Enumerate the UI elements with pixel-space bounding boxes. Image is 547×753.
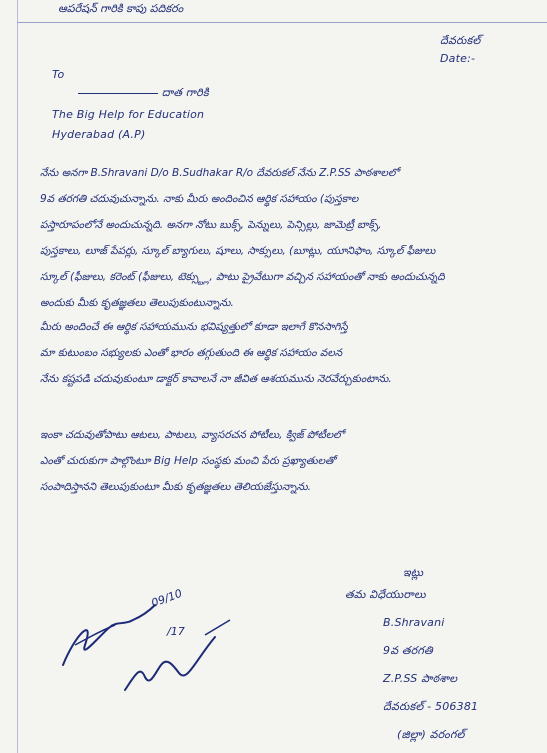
signature-date: 09/10 (149, 586, 184, 610)
sender-class: 9వ తరగతి (383, 644, 433, 657)
sender-village: దేవరుకల్ - 506381 (383, 700, 479, 713)
to-line-2: The Big Help for Education (52, 108, 205, 121)
signature-year: /17 (167, 625, 185, 638)
closing-salutation: ఇట్లు (403, 566, 424, 579)
to-label: To (52, 68, 65, 81)
margin-line (17, 0, 18, 753)
closing-block (345, 566, 535, 746)
top-rule (17, 22, 547, 23)
blank-line (78, 93, 158, 94)
closing-relation: తమ విధేయురాలు (345, 588, 426, 601)
to-line-3: Hyderabad (A.P) (52, 128, 146, 141)
letter-heading: ఆపరేషన్ గారికి కాపు పదికరం (58, 2, 184, 15)
sender-district: (జిల్లా) వరంగల్ (397, 728, 465, 741)
sender-name: B.Shravani (383, 616, 445, 629)
place: దేవరుకల్ (440, 34, 481, 47)
body-paragraph-2: మీరు అందించే ఈ ఆర్థిక సహాయమును భవిష్యత్తులో కూడా ఇలాగే కొనసాగిస్తే మా కుటుంబం సభ్యులకు ఎంతో భారం తగ్గుతుంది ఈ ఆర్థిక సహాయం వలన నేను కష్టపడి చదువుకుంటూ డాక్టర్ కావాలనే నా జీవిత ఆశయమును నెరవేర్చుకుంటాను. (40, 321, 392, 385)
signature-area (55, 565, 245, 705)
body-paragraph-1: నేను అనగా B.Shravani D/o B.Sudhakar R/o దేవరుకల్ నేను Z.P.SS పాఠశాలలో 9వ తరగతి చదువుచున్నాను. నాకు మీరు అందించిన ఆర్థిక సహాయం (పుస్తకాల పస్తారూపంలోనే అందుచున్నది. అనగా నోటు బుక్స్, పెన్నులు, పెన్సిల్లు, జామెట్రీ బాక్స్, పుస్తకాలు, లూజ్ పేపర్లు, స్కూల్ బ్యాగులు, షూలు, సాక్సులు, (బూట్లు, యూనిఫాం, స్కూల్ ఫీజులు స్కూల్ (ఫీజులు, కరెంట్ (ఫీజులు, టెక్స్ట్లు, పాటు ప్రైవేటుగా వచ్చిన సహాయంతో నాకు అందుచున్నది అందుకు మీకు కృతజ్ఞతలు తెలుపుకుంటున్నాను. (40, 167, 445, 309)
signature-scribble (55, 565, 245, 705)
sender-school: Z.P.SS పాఠశాల (383, 672, 458, 685)
to-line-1-suffix: దాత గారికి (161, 86, 209, 99)
to-line-1 (78, 86, 209, 100)
body-paragraph-3: ఇంకా చదువుతోపాటు ఆటలు, పాటలు, వ్యాసరచన పోటీలు, క్విజ్ పోటీలలో ఎంతో చురుకుగా పాల్గొంటూ Big Help సంస్థకు మంచి పేరు ప్రఖ్యాతులతో సంపాదిస్తానని తెలుపుకుంటూ మీకు కృతజ్ఞతలు తెలియజేస్తున్నాను. (40, 429, 344, 493)
date-label: Date:- (440, 52, 476, 65)
